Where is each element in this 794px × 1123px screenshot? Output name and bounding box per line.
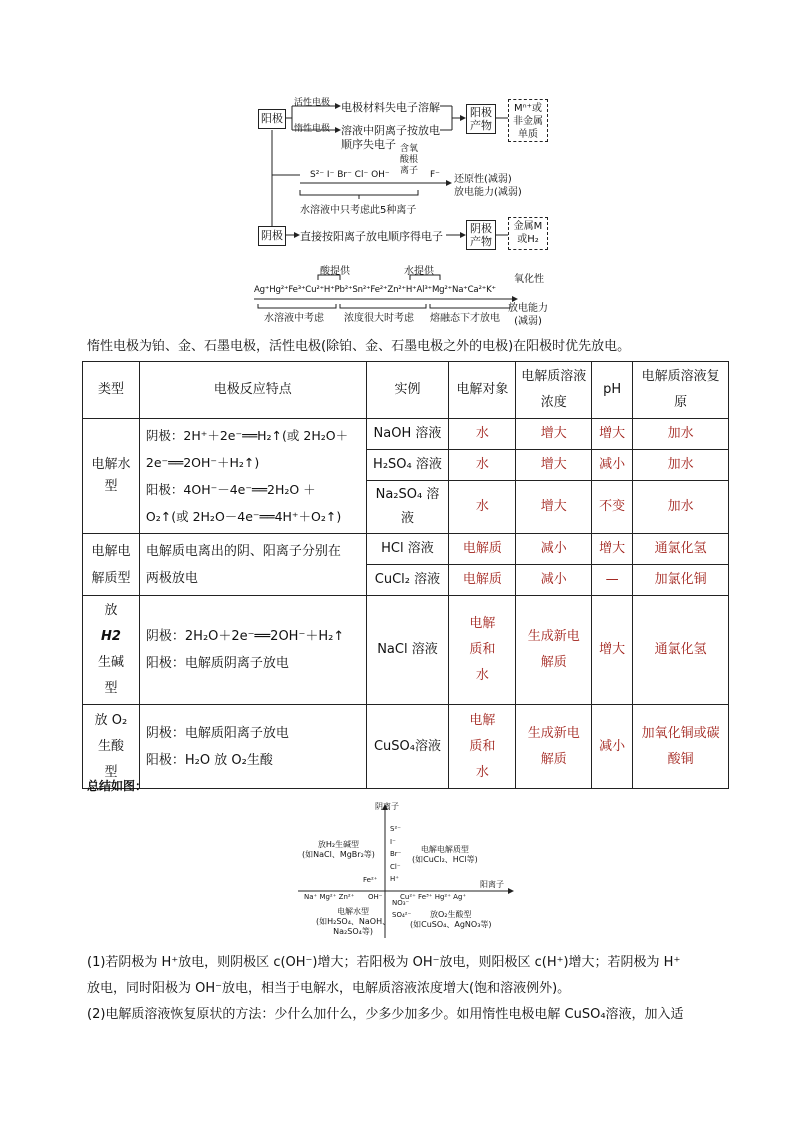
cathode-box: 阴极: [258, 226, 286, 246]
reaction-line: 两极放电: [145, 570, 198, 586]
q3-line: (如H₂SO₄、NaOH、: [316, 917, 391, 926]
reaction-line: 阳极：4OH⁻－4e⁻══2H₂O ＋: [145, 482, 316, 497]
reaction-cell: [139, 705, 366, 789]
cathode-dashed-1: 金属M: [513, 221, 543, 232]
q3-line: 电解水型: [337, 907, 370, 916]
recovery-cell: 加水: [633, 419, 729, 450]
conc-cell: 增大: [516, 481, 592, 534]
anion-series: S²⁻ I⁻ Br⁻ Cl⁻ OH⁻: [310, 170, 390, 180]
reaction-line: 电解质电离出的阴、阳离子分别在: [145, 543, 341, 559]
type-line: 型: [104, 681, 118, 696]
quadrant-1-label: [412, 845, 478, 865]
type-line: 生碱: [97, 655, 124, 670]
conc-cell: 生成新电解质: [516, 596, 592, 705]
q2-line: (如NaCl、MgBr₂等): [302, 850, 375, 859]
th-example: 实例: [366, 362, 449, 419]
type-line: 生酸: [97, 738, 124, 754]
anode-product-line2: 产物: [470, 119, 492, 132]
oxidizability-label: 氧化性: [514, 274, 544, 285]
q2-line: 放H₂生碱型: [317, 840, 360, 849]
flow-lines: [0, 0, 794, 330]
cathode-dashed-2: 或H₂: [517, 234, 539, 245]
high-conc-label: 浓度很大时考虑: [344, 313, 414, 324]
table-header-row: [83, 362, 729, 419]
quadrant-3-label: [316, 907, 390, 937]
electrolysis-table: [82, 361, 729, 789]
q4-line: 放O₂生酸型: [430, 910, 472, 919]
cathode-product-dashed-box: [508, 217, 548, 250]
inert-electrode-label: 惰性电极: [294, 124, 331, 134]
type-cell: 电解电解质型: [83, 534, 140, 596]
reaction-cell: [139, 596, 366, 705]
recovery-cell: 加氯化铜: [633, 565, 729, 596]
discharge-2-line1: 放电能力: [508, 303, 548, 314]
fe2-label: Fe²⁺: [363, 876, 378, 884]
acid-provide-label: 酸提供: [320, 266, 350, 277]
th-concentration: 电解质溶液浓度: [516, 362, 592, 419]
object-cell: 水: [449, 450, 516, 481]
y-axis-label: 阴离子: [375, 802, 399, 811]
recovery-cell: 通氯化氢: [633, 534, 729, 565]
reaction-line: 阴极：2H⁺＋2e⁻══H₂↑(或 2H₂O＋: [145, 428, 349, 443]
discharge-2-line2: (减弱): [514, 316, 542, 327]
th-type: 类型: [83, 362, 140, 419]
cathode-product-line1: 阴极: [470, 222, 492, 235]
th-ph: pH: [592, 362, 633, 419]
discharge-ability-label: 放电能力(减弱): [454, 187, 522, 198]
cathode-product-line2: 产物: [470, 235, 492, 248]
ph-cell: 增大: [592, 596, 633, 705]
table-row: [83, 419, 729, 450]
dashed-line3: 单质: [518, 129, 538, 140]
anion-list-up: [390, 823, 401, 886]
type-line: 放: [104, 603, 118, 618]
conc-cell: 增大: [516, 450, 592, 481]
only-five-ions: 水溶液中只考虑此5种离子: [300, 205, 417, 216]
type-cell: [83, 705, 140, 789]
inert-electrode-desc-1: 溶液中阴离子按放电: [341, 124, 440, 137]
reaction-line: 2e⁻══2OH⁻＋H₂↑): [145, 455, 260, 470]
example-cell: H₂SO₄ 溶液: [366, 450, 449, 481]
anion-item: S²⁻: [390, 825, 401, 833]
table-row: [83, 705, 729, 789]
ph-cell: 不变: [592, 481, 633, 534]
example-cell: NaOH 溶液: [366, 419, 449, 450]
discharge-ability-2: [508, 302, 548, 328]
quadrant-2-label: [302, 840, 375, 860]
recovery-cell: 加水: [633, 450, 729, 481]
ph-cell: 增大: [592, 419, 633, 450]
reducibility-label: 还原性(减弱): [454, 174, 512, 185]
cathode-desc: 直接按阳离子放电顺序得电子: [300, 230, 443, 243]
note-1-line-2: 放电，同时阳极为 OH⁻放电，相当于电解水，电解质溶液浓度增大(饱和溶液例外)。: [87, 981, 571, 996]
q1-line: (如CuCl₂、HCl等): [412, 855, 478, 864]
oxy-acid-1: 含氧: [400, 144, 419, 154]
active-electrode-desc: 电极材料失电子溶解: [341, 101, 440, 114]
intro-text: 惰性电极为铂、金、石墨电极，活性电极(除铂、金、石墨电极之外的电极)在阳极时优先放电。: [87, 339, 631, 354]
table-row: [83, 534, 729, 565]
inert-electrode-desc-2: 顺序失电子: [341, 138, 396, 151]
ph-cell: 减小: [592, 450, 633, 481]
anion-item: NO₃⁻: [392, 899, 410, 907]
quadrant-4-label: [410, 910, 492, 930]
object-cell: 电解质和水: [449, 596, 516, 705]
dashed-line2: 非金属: [513, 116, 543, 127]
note-1-line-1: (1)若阴极为 H⁺放电，则阴极区 c(OH⁻)增大；若阳极为 OH⁻放电，则阳极区 c(H⁺)增大；若阴极为 H⁺: [87, 955, 681, 970]
q3-line: Na₂SO₄等): [333, 927, 373, 936]
example-cell: CuSO₄溶液: [366, 705, 449, 789]
ph-cell: 增大: [592, 534, 633, 565]
h-plus-label: H⁺: [390, 875, 399, 883]
reaction-line: O₂↑(或 2H₂O－4e⁻══4H⁺＋O₂↑): [145, 509, 342, 524]
anion-item: Cl⁻: [390, 862, 401, 871]
note-2-line-1: (2)电解质溶液恢复原状的方法：少什么加什么，少多少加多少。如用惰性电极电解 CuSO₄溶液，加入适: [87, 1007, 684, 1022]
oxy-acid-3: 离子: [400, 166, 419, 176]
anode-product-box: [466, 104, 496, 134]
th-object: 电解对象: [449, 362, 516, 419]
recovery-cell: 通氯化氢: [633, 596, 729, 705]
th-recovery: 电解质溶液复原: [633, 362, 729, 419]
conc-cell: 生成新电解质: [516, 705, 592, 789]
molten-label: 熔融态下才放电: [430, 313, 500, 324]
conc-cell: 减小: [516, 565, 592, 596]
q1-line: 电解电解质型: [420, 845, 469, 854]
reaction-cell: [139, 419, 366, 534]
oh-label: OH⁻: [368, 893, 383, 901]
anode-box: 阳极: [258, 109, 286, 129]
conc-cell: 减小: [516, 534, 592, 565]
in-water-label: 水溶液中考虑: [264, 313, 324, 324]
example-cell: Na₂SO₄ 溶液: [366, 481, 449, 534]
anode-product-dashed-box: [508, 99, 548, 142]
reaction-line: 阴极：2H₂O＋2e⁻══2OH⁻＋H₂↑: [145, 629, 345, 644]
type-line: H2: [100, 629, 121, 644]
anion-f: F⁻: [430, 170, 440, 180]
cations-left: Na⁺ Mg²⁺ Zn²⁺: [304, 893, 355, 901]
object-cell: 电解质: [449, 534, 516, 565]
water-provide-label: 水提供: [404, 266, 434, 277]
cation-series: Ag⁺Hg²⁺Fe³⁺Cu²⁺H⁺Pb²⁺Sn²⁺Fe²⁺Zn²⁺H⁺Al³⁺Mg²⁺Na⁺Ca²⁺K⁺: [254, 285, 496, 295]
reaction-line: 阳极：H₂O 放 O₂生酸: [145, 752, 273, 768]
type-line: 放 O₂: [94, 712, 128, 728]
anode-product-line1: 阳极: [470, 106, 492, 119]
type-cell: [83, 596, 140, 705]
anion-item: SO₄²⁻: [392, 911, 412, 919]
th-reaction: 电极反应特点: [139, 362, 366, 419]
oxy-acid-label: [400, 144, 418, 177]
dashed-line1: Mⁿ⁺或: [514, 103, 542, 114]
object-cell: 水: [449, 419, 516, 450]
object-cell: 电解质和水: [449, 705, 516, 789]
reaction-cell: [139, 534, 366, 596]
ph-cell: 减小: [592, 705, 633, 789]
object-cell: 电解质: [449, 565, 516, 596]
x-axis-label: 阳离子: [480, 880, 504, 889]
active-electrode-label: 活性电极: [294, 98, 331, 108]
recovery-cell: 加水: [633, 481, 729, 534]
q4-line: (如CuSO₄、AgNO₃等): [410, 920, 492, 929]
recovery-cell: 加氧化铜或碳酸铜: [633, 705, 729, 789]
example-cell: NaCl 溶液: [366, 596, 449, 705]
summary-title: 总结如图：: [87, 779, 148, 793]
type-cell: 电解水型: [83, 419, 140, 534]
table-row: [83, 596, 729, 705]
anion-item: I⁻: [390, 837, 396, 846]
object-cell: 水: [449, 481, 516, 534]
type-line: 型: [104, 764, 118, 780]
anion-item: Br⁻: [390, 850, 402, 858]
cathode-product-box: [466, 220, 496, 250]
example-cell: CuCl₂ 溶液: [366, 565, 449, 596]
reaction-line: 阴极：电解质阳离子放电: [145, 725, 289, 741]
oxy-acid-2: 酸根: [400, 155, 419, 165]
ph-cell: —: [592, 565, 633, 596]
conc-cell: 增大: [516, 419, 592, 450]
cations-right: Cu²⁺ Fe³⁺ Hg²⁺ Ag⁺: [400, 893, 467, 901]
example-cell: HCl 溶液: [366, 534, 449, 565]
reaction-line: 阳极：电解质阴离子放电: [145, 656, 289, 671]
